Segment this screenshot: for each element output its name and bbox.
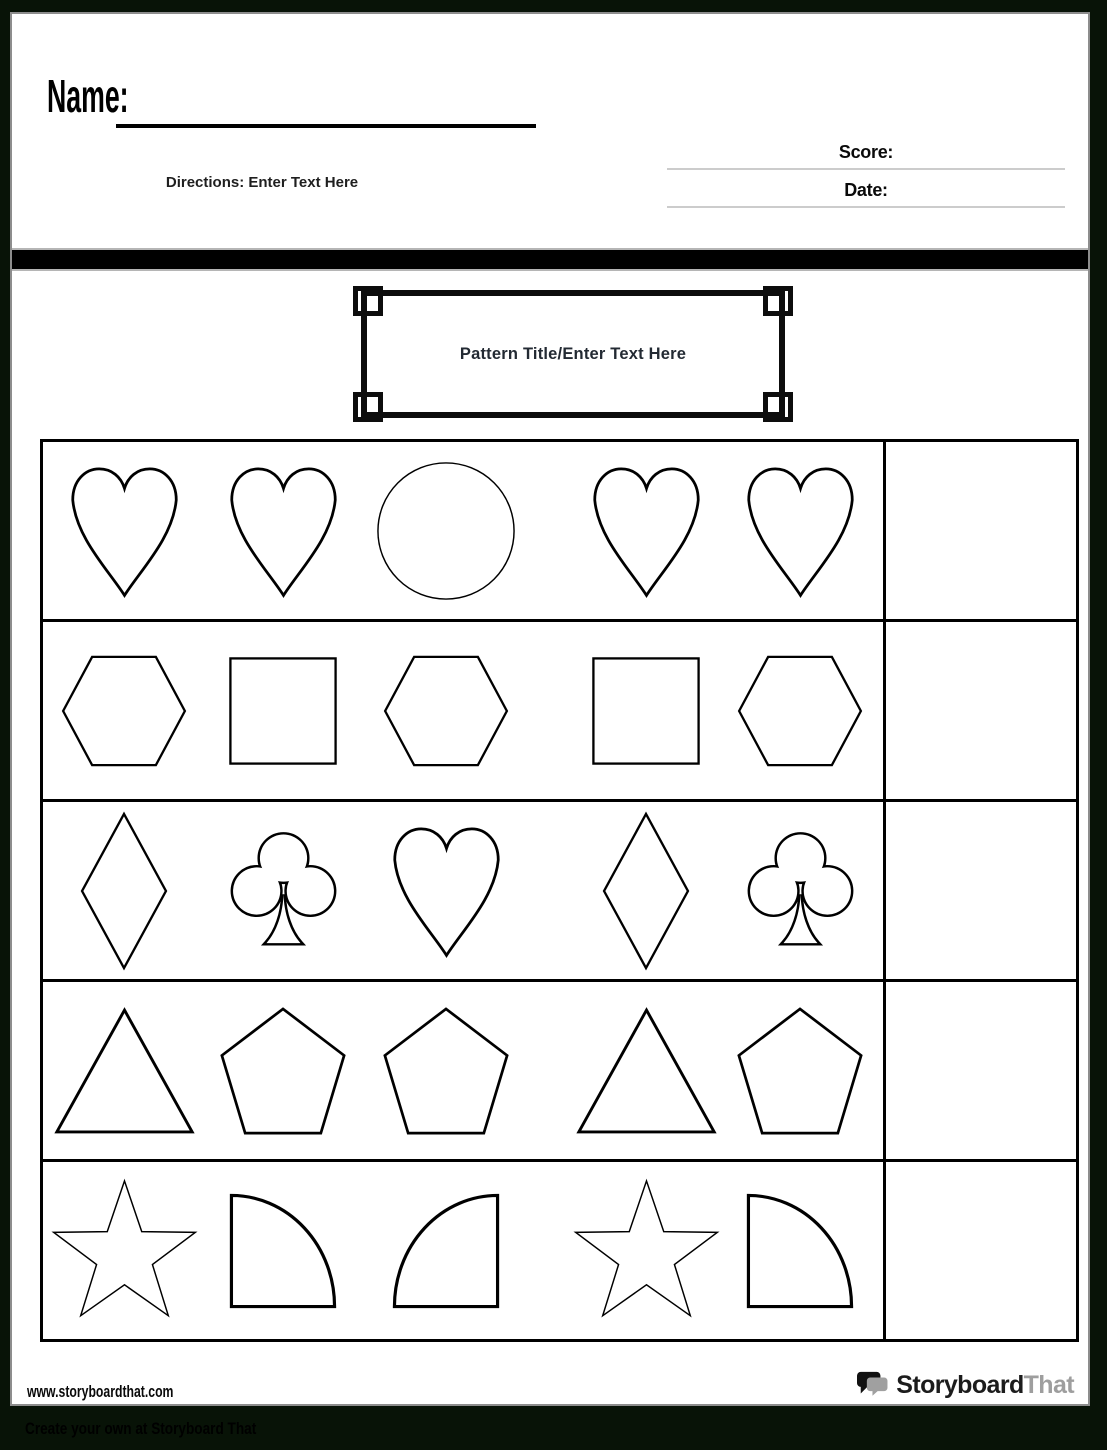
shape-hexagon: [60, 654, 188, 768]
shape-heart: [743, 461, 858, 601]
pattern-shapes-cell: [43, 442, 886, 619]
pattern-shapes-cell: [43, 982, 886, 1159]
corner-ornament: [763, 392, 793, 422]
answer-box: [886, 1162, 1076, 1339]
shape-club: [226, 828, 341, 953]
pattern-row: [43, 622, 1076, 802]
shape-star: [572, 1178, 721, 1324]
footer-url: www.storyboardthat.com: [27, 1382, 174, 1401]
shape-diamond: [601, 811, 691, 971]
name-label: Name:: [47, 70, 129, 122]
shape-pentagon: [735, 1005, 865, 1137]
score-label: Score:: [838, 142, 894, 162]
bottom-bar-text: Create your own at Storyboard That: [25, 1419, 257, 1438]
shape-square: [591, 656, 701, 766]
date-blank-line: [667, 206, 1065, 208]
score-blank-line: [667, 168, 1065, 170]
pattern-row: [43, 802, 1076, 982]
brand-name-dark: Storyboard: [896, 1370, 1024, 1399]
pattern-title: Pattern Title/Enter Text Here: [459, 344, 687, 363]
pattern-row: [43, 442, 1076, 622]
shape-heart: [226, 461, 341, 601]
brand-logo: [855, 1370, 1074, 1400]
score-date-block: [667, 142, 1065, 218]
pattern-shapes-cell: [43, 622, 886, 799]
brand-name-light: That: [1023, 1370, 1074, 1399]
pattern-shapes-cell: [43, 802, 886, 979]
shape-heart: [67, 461, 182, 601]
worksheet-page: [10, 12, 1090, 1406]
shape-star: [50, 1178, 199, 1324]
shape-hexagon: [382, 654, 510, 768]
shape-pentagon: [218, 1005, 348, 1137]
directions-text: Directions: Enter Text Here: [165, 174, 359, 191]
shape-diamond: [79, 811, 169, 971]
shape-quarter-circle-flipped: [389, 1191, 503, 1310]
shape-heart: [389, 821, 504, 961]
pattern-title-box: [361, 290, 785, 418]
shape-club: [743, 828, 858, 953]
corner-ornament: [763, 286, 793, 316]
bottom-bar: [0, 1408, 1107, 1450]
shape-circle: [376, 461, 516, 601]
pattern-shapes-cell: [43, 1162, 886, 1339]
shape-quarter-circle: [226, 1191, 340, 1310]
answer-box: [886, 802, 1076, 979]
shape-triangle: [52, 1005, 197, 1137]
speech-bubbles-icon: [855, 1370, 889, 1400]
pattern-row: [43, 1162, 1076, 1339]
shape-pentagon: [381, 1005, 511, 1137]
shape-triangle: [574, 1005, 719, 1137]
shape-quarter-circle: [743, 1191, 857, 1310]
corner-ornament: [353, 392, 383, 422]
corner-ornament: [353, 286, 383, 316]
worksheet-table: [40, 439, 1079, 1342]
shape-hexagon: [736, 654, 864, 768]
answer-box: [886, 982, 1076, 1159]
brand-wordmark: [896, 1371, 1074, 1400]
date-label: Date:: [844, 180, 888, 200]
divider-bar: [12, 248, 1088, 271]
shape-heart: [589, 461, 704, 601]
name-blank-line: [116, 86, 536, 128]
answer-box: [886, 442, 1076, 619]
shape-square: [228, 656, 338, 766]
answer-box: [886, 622, 1076, 799]
pattern-row: [43, 982, 1076, 1162]
